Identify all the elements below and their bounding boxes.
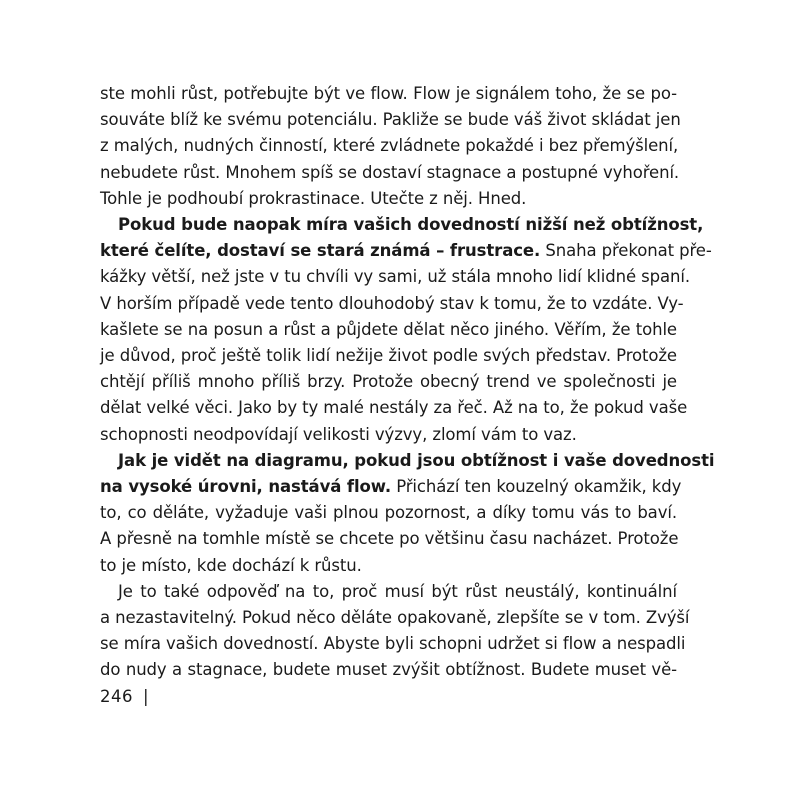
page-body [100,81,715,684]
text-line [100,474,682,500]
text-line: se míra vašich dovedností. Abyste byli schopni udržet si flow a nespadli [100,634,686,654]
page-number: 246 [100,687,133,706]
paragraph-4 [100,579,690,684]
text-line [100,238,712,264]
bold-text: na vysoké úrovni, nastává flow. [100,477,392,497]
paragraph-2 [100,212,712,448]
paragraph-1 [100,81,681,212]
text-line: kašlete se na posun a růst a půjdete dělat něco jiného. Věřím, že tohle [100,319,677,339]
bold-text: Pokud bude naopak míra vašich dovedností nižší než obtížnost, [118,215,704,235]
page-number-separator: | [143,687,150,706]
text-line: Tohle je podhoubí prokrastinace. Utečte z něj. Hned. [100,188,527,208]
text-line: schopnosti neodpovídají velikosti výzvy, zlomí vám to vaz. [100,424,577,444]
paragraph-3 [100,448,715,579]
text-line: nebudete růst. Mnohem spíš se dostaví stagnace a postupné vyhoření. [100,162,680,182]
text-line [100,212,704,238]
text-run: Snaha překonat pře- [540,241,712,261]
text-line: souváte blíž ke svému potenciálu. Pakliže se bude váš život skládat jen [100,110,681,130]
text-line: ste mohli růst, potřebujte být ve flow. Flow je signálem toho, že se po- [100,84,677,103]
text-line: chtějí příliš mnoho příliš brzy. Protože obecný trend ve společnosti je [100,372,677,392]
text-line: dělat velké věci. Jako by ty malé nestály za řeč. Až na to, že pokud vaše [100,398,688,418]
text-line: je důvod, proč ještě tolik lidí nežije život podle svých představ. Protože [100,346,677,366]
bold-text: Jak je vidět na diagramu, pokud jsou obtížnost i vaše dovednosti [118,450,715,470]
text-line: Je to také odpověď na to, proč musí být růst neustálý, kontinuální [118,581,677,601]
page-footer [100,686,149,708]
text-line: a nezastavitelný. Pokud něco děláte opakovaně, zlepšíte se v tom. Zvýší [100,608,690,628]
text-line: to je místo, kde dochází k růstu. [100,555,362,575]
text-line: to, co děláte, vyžaduje vaši plnou pozornost, a díky tomu vás to baví. [100,503,677,523]
text-line: do nudy a stagnace, budete muset zvýšit obtížnost. Budete muset vě- [100,660,677,680]
text-line: z malých, nudných činností, které zvládnete pokaždé i bez přemýšlení, [100,136,679,156]
text-line: kážky větší, než jste v tu chvíli vy sami, už stála mnoho lidí klidné spaní. [100,267,691,287]
text-line: A přesně na tomhle místě se chcete po většinu času nacházet. Protože [100,529,679,549]
text-line [100,448,715,474]
text-line: V horším případě vede tento dlouhodobý stav k tomu, že to vzdáte. Vy- [100,293,684,313]
text-run: Přichází ten kouzelný okamžik, kdy [391,477,682,497]
bold-text: které čelíte, dostaví se stará známá – frustrace. [100,241,541,261]
